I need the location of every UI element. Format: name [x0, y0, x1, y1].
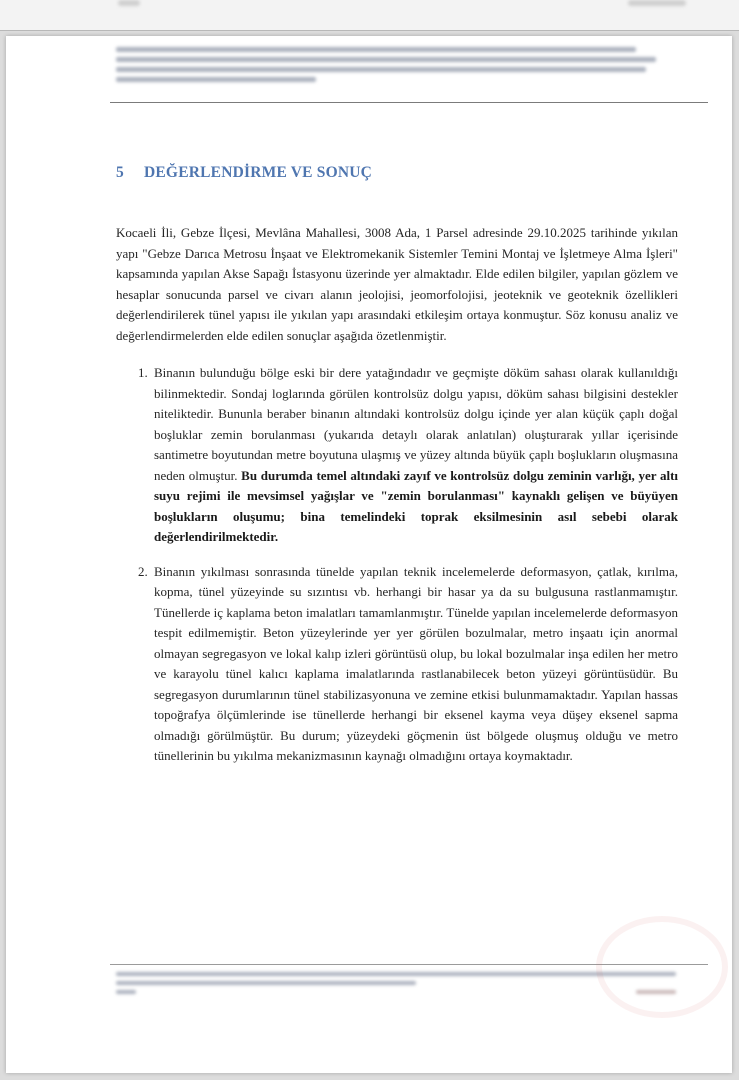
list-item-bold-text: Bu durumda temel altındaki zayıf ve kontrolsüz dolgu zeminin varlığı, yer altı suyu rejimi ile mevsimsel yağışlar ve "zemin borulanması" kaynaklı gelişen ve büyüyen boşlukların oluşumu; bina temelindeki toprak eksilmesinin asıl sebebi olarak değerlendirilmektedir. [154, 467, 679, 544]
document-page [6, 36, 732, 1073]
list-marker: 1. [138, 365, 148, 380]
faint-seal [596, 916, 728, 1018]
intro-paragraph: Kocaeli İli, Gebze İlçesi, Mevlâna Mahallesi, 3008 Ada, 1 Parsel adresinde 29.10.2025 tarihinde yıkılan yapı "Gebze Darıca Metrosu İnşaat ve Elektromekanik Sistemler Temini Montaj ve İşletmeye Alma İşleri" kapsamında yapılan Akse Sapağı İstasyonu üzerinde yer almaktadır. Elde edilen bilgiler, yapılan gözlem ve hesaplar sonucunda parsel ve civarı alanın jeolojisi, jeomorfolojisi, jeoteknik ve geoteknik özellikleri değerlendirilerek tünel yapısı ile yıkılan yapı arasındaki etkileşim ortaya konmuştur. Söz konusu analiz ve değerlendirmelerden elde edilen sonuçlar aşağıda özetlenmiştir. [116, 225, 678, 343]
list-item-text: Binanın yıkılması sonrasında tünelde yapılan teknik incelemelerde deformasyon, çatlak, kırılma, kopma, tünel yüzeyinde su sızıntısı vb. herhangi bir hasar ya da su bulgusuna rastlanmamıştır. Tünellerde iç kaplama beton imalatları tamamlanmıştır. Tünelde yapılan incelemelerde deformasyon tespit edilmemiştir. Beton yüzeylerinde yer yer görülen bozulmalar, metro inşaatı için anormal olmayan segregasyon ve lokal kalıp izleri görüntüsü olup, bu lokal bozulmalar inşa edilen her metro ve karayolu tünel kalıcı kaplama imalatlarında rastlanabilecek beton yüzeyi görüntüsüdür. Bu segregasyon durumlarının tünel stabilizasyonuna ve zemine etkisi bulunmamaktadır. Yapılan hassas topoğrafya ölçümlerinde ise tünellerde herhangi bir eksenel kayma veya düşey eksenel sapma olmadığı görülmüştür. Bu durum; yüzeydeki göçmenin üst bölgede oluşmuş olduğu ve metro tünellerinin bu yıkılma mekanizmasının kaynağı olmadığını ortaya koymaktadır. [154, 563, 678, 763]
list-item [116, 562, 678, 767]
previous-page-edge [0, 0, 739, 31]
section-heading [116, 164, 372, 182]
header-divider [110, 102, 708, 103]
list-item [116, 363, 678, 548]
list-marker: 2. [138, 563, 148, 579]
conclusion-list [116, 363, 678, 767]
section-body [116, 223, 678, 781]
section-title: DEĞERLENDİRME VE SONUÇ [144, 164, 373, 181]
list-item-text: Binanın bulunduğu bölge eski bir dere yatağındadır ve geçmişte döküm sahası olarak kullanıldığı bilinmektedir. Sondaj loglarında görülen kontrolsüz dolgu yapısı, döküm sahası bilgisini destekler niteliktedir. Bununla beraber binanın altındaki kontrolsüz dolgu içinde yer alan küçük çaplı doğal boşluklar zemin borulanması (yukarıda detaylı olarak anlatılan) oluşturarak yıllar içerisinde santimetre boyutundan metre boyutuna ulaşmış ve yüzey altında büyük çaplı boşlukların oluşmasına neden olmuştur. [154, 365, 678, 483]
section-number: 5 [116, 164, 124, 181]
